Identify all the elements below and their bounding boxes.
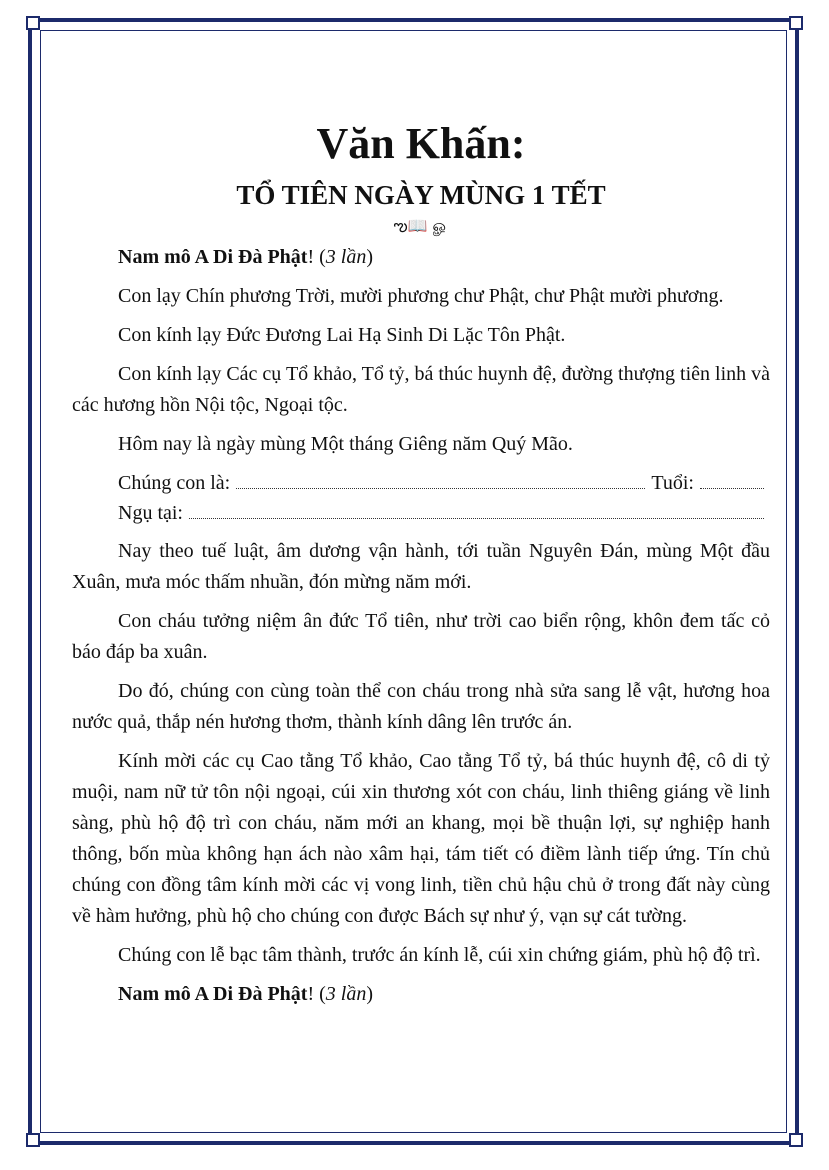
invocation-punct: ! ( xyxy=(307,983,326,1005)
address-label: Ngụ tại: xyxy=(118,502,183,524)
name-label: Chúng con là: xyxy=(118,472,231,494)
border-corner-ornament xyxy=(789,16,803,30)
border-corner-ornament xyxy=(26,16,40,30)
age-label: Tuổi: xyxy=(651,472,694,494)
invocation-text: Nam mô A Di Đà Phật xyxy=(118,983,308,1005)
book-ornament-icon: ఌ📖 ௐ xyxy=(393,216,449,235)
opening-invocation xyxy=(72,242,770,273)
document-body xyxy=(72,118,770,1018)
paragraph: Do đó, chúng con cùng toàn thể con cháu trong nhà sửa sang lễ vật, hương hoa nước quả, thắp nén hương thơm, thành kính dâng lên trước án. xyxy=(72,680,770,733)
age-blank xyxy=(700,470,764,489)
paragraph: Chúng con lễ bạc tâm thành, trước án kính lễ, cúi xin chứng giám, phù hộ độ trì. xyxy=(118,944,761,966)
closing-invocation xyxy=(72,979,770,1010)
paragraph: Con kính lạy Đức Đương Lai Hạ Sinh Di Lặc Tôn Phật. xyxy=(118,324,566,346)
invocation-close: ) xyxy=(366,246,374,268)
paragraph: Con lạy Chín phương Trời, mười phương chư Phật, chư Phật mười phương. xyxy=(118,285,724,307)
invocation-repeat: 3 lần xyxy=(325,983,367,1005)
name-blank xyxy=(236,470,645,489)
paragraph: Con kính lạy Các cụ Tổ khảo, Tổ tỷ, bá thúc huynh đệ, đường thượng tiên linh và các hương hồn Nội tộc, Ngoại tộc. xyxy=(72,363,771,416)
paragraph: Hôm nay là ngày mùng Một tháng Giêng năm Quý Mão. xyxy=(118,433,573,455)
address-line xyxy=(72,498,770,528)
border-corner-ornament xyxy=(789,1133,803,1147)
paragraph: Con cháu tưởng niệm ân đức Tổ tiên, như trời cao biển rộng, khôn đem tấc cỏ báo đáp ba xuân. xyxy=(72,610,770,663)
invocation-punct: ! ( xyxy=(307,246,326,268)
paragraph: Nay theo tuế luật, âm dương vận hành, tới tuần Nguyên Đán, mùng Một đầu Xuân, mưa móc thấm nhuần, đón mừng năm mới. xyxy=(72,540,770,593)
invocation-repeat: 3 lần xyxy=(325,246,367,268)
document-subtitle: TỔ TIÊN NGÀY MÙNG 1 TẾT xyxy=(236,180,606,210)
invocation-close: ) xyxy=(366,983,374,1005)
border-corner-ornament xyxy=(26,1133,40,1147)
name-age-line xyxy=(72,468,770,498)
address-blank xyxy=(189,500,764,519)
document-title: Văn Khấn: xyxy=(316,119,526,168)
invocation-text: Nam mô A Di Đà Phật xyxy=(118,246,308,268)
paragraph: Kính mời các cụ Cao tằng Tổ khảo, Cao tằng Tổ tỷ, bá thúc huynh đệ, cô di tỷ muội, nam nữ tử tôn nội ngoại, cúi xin thương xót con cháu, linh thiêng giáng về linh sàng, phù hộ độ trì con cháu, năm mới an khang, mọi bề thuận lợi, sự nghiệp hanh thông, bốn mùa không hạn ách nào xâm hại, tám tiết có điềm lành tiếp ứng. Tín chủ chúng con đồng tâm kính mời các vị vong linh, tiền chủ hậu chủ ở trong đất này cùng về hàm hưởng, phù hộ cho chúng con được Bách sự như ý, vạn sự cát tường. xyxy=(72,750,770,927)
